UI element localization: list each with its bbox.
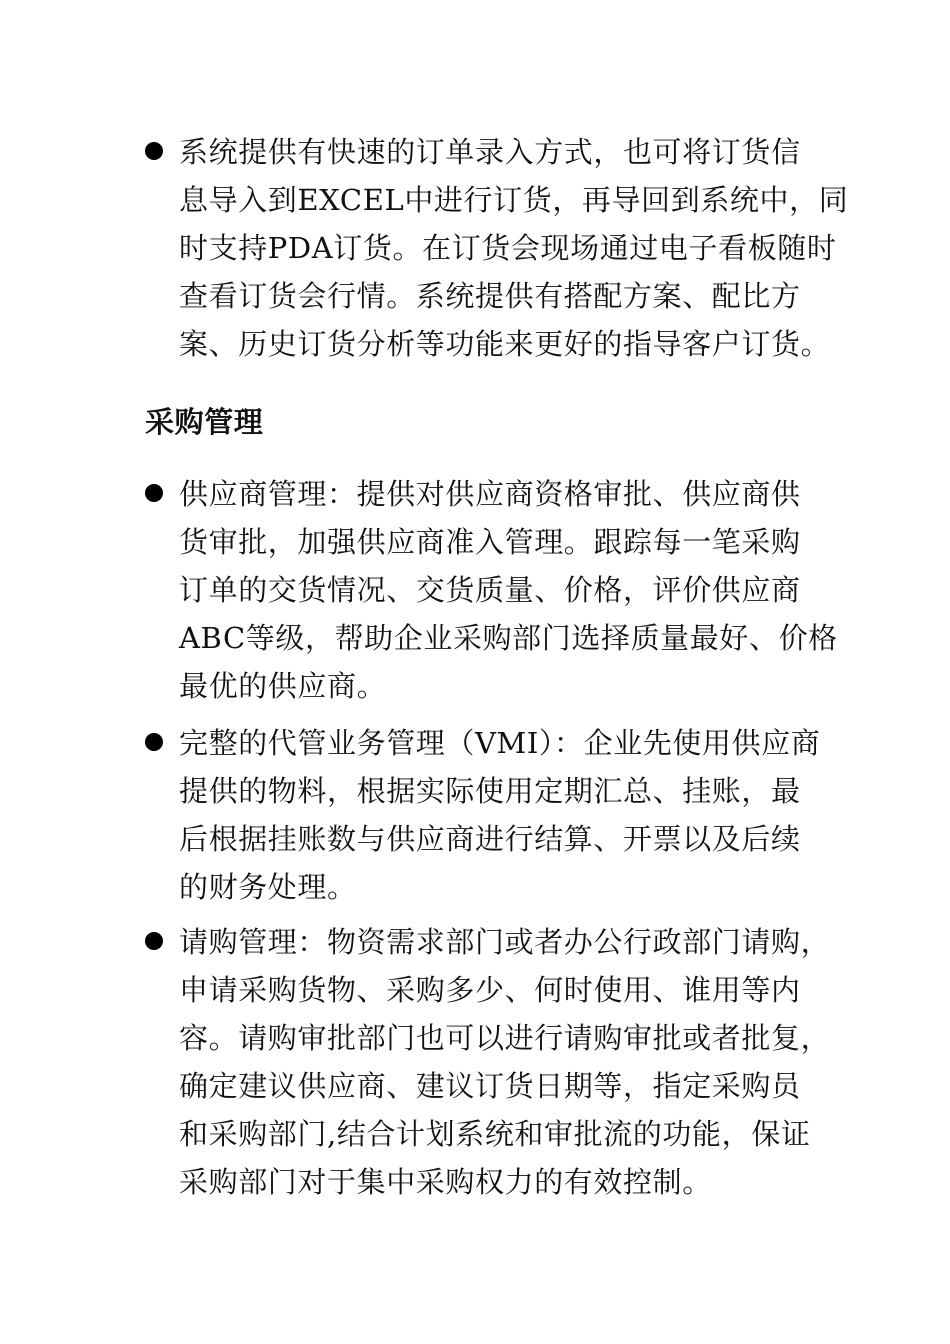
bullet-dot-icon (145, 733, 163, 751)
bullet-dot-icon (145, 142, 163, 160)
text-line: 供应商管理：提供对供应商资格审批、供应商供 (179, 477, 801, 511)
text-line: 的财务处理。 (179, 870, 357, 904)
text-line: 申请采购货物、采购多少、何时使用、谁用等内 (179, 973, 801, 1007)
text-line: 货审批，加强供应商准入管理。跟踪每一笔采购 (179, 525, 801, 559)
bullet-text (179, 918, 831, 1206)
bullet-text (179, 719, 819, 911)
text-line: 和采购部门,结合计划系统和审批流的功能，保证 (179, 1117, 811, 1151)
bullet-dot-icon (145, 484, 163, 502)
bullet-text (179, 470, 838, 710)
text-line: 最优的供应商。 (179, 669, 387, 703)
bullet-dot-icon (145, 932, 163, 950)
text-line: 请购管理：物资需求部门或者办公行政部门请购， (179, 925, 831, 959)
text-line: 采购部门对于集中采购权力的有效控制。 (179, 1165, 712, 1199)
text-line: 提供的物料，根据实际使用定期汇总、挂账，最 (179, 774, 801, 808)
text-line: 后根据挂账数与供应商进行结算、开票以及后续 (179, 822, 801, 856)
text-line: 查看订货会行情。系统提供有搭配方案、配比方 (179, 279, 801, 313)
text-line: 订单的交货情况、交货质量、价格，评价供应商 (179, 573, 801, 607)
text-line: ABC等级，帮助企业采购部门选择质量最好、价格 (179, 621, 838, 655)
text-line: 确定建议供应商、建议订货日期等，指定采购员 (179, 1069, 801, 1103)
text-line: 完整的代管业务管理（VMI）：企业先使用供应商 (179, 726, 821, 760)
section-heading: 采购管理 (145, 405, 264, 439)
text-line: 时支持PDA订货。在订货会现场通过电子看板随时 (179, 231, 837, 265)
text-line: 案、历史订货分析等功能来更好的指导客户订货。 (179, 327, 831, 361)
text-line: 容。请购审批部门也可以进行请购审批或者批复， (179, 1021, 831, 1055)
text-line: 系统提供有快速的订单录入方式，也可将订货信 (179, 135, 801, 169)
text-line: 息导入到EXCEL中进行订货，再导回到系统中，同 (179, 183, 849, 217)
bullet-text (179, 128, 849, 368)
